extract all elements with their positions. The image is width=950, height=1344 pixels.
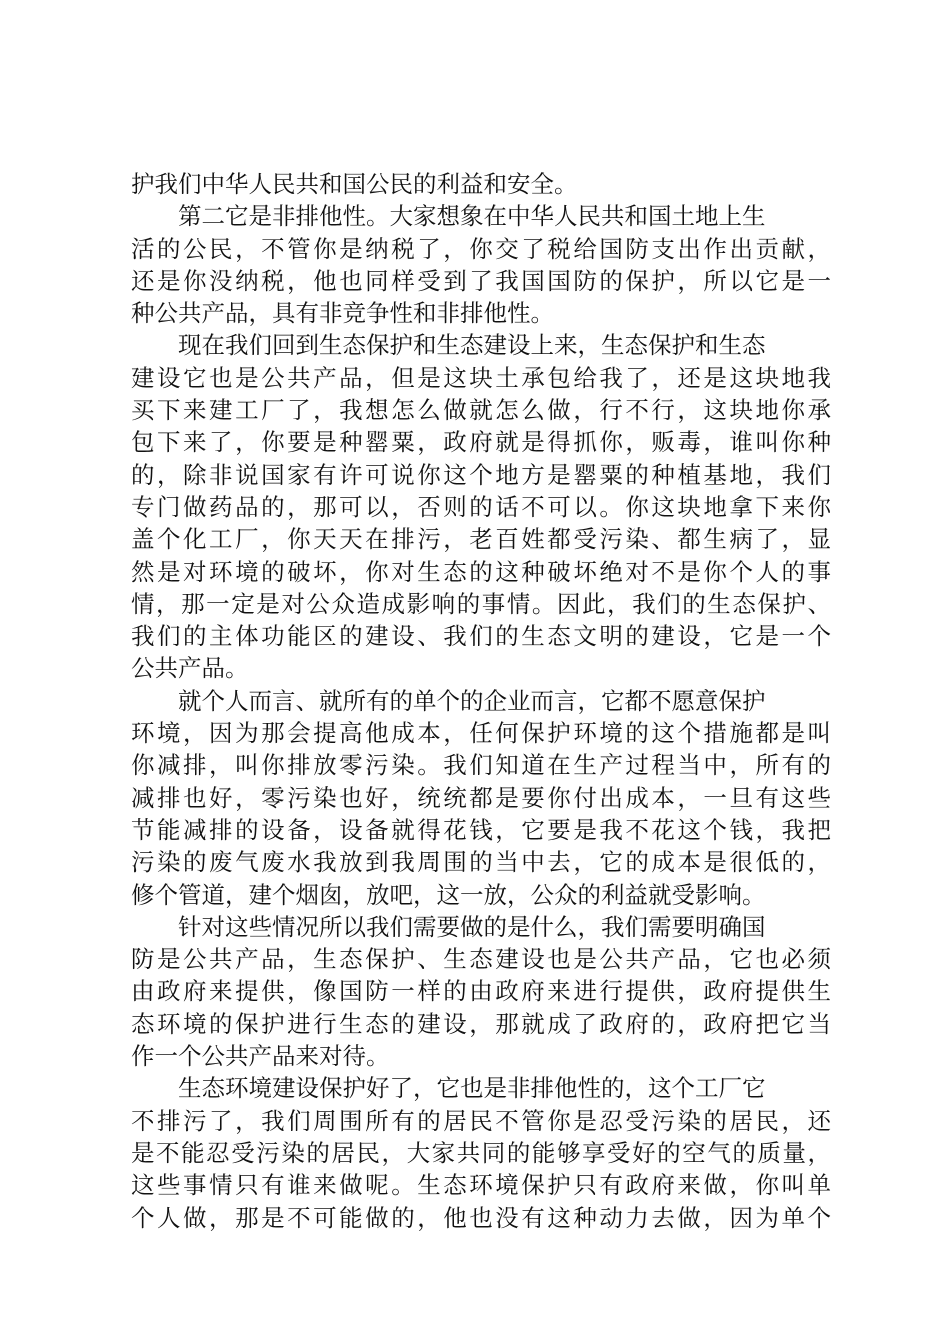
text-line: 护我们中华人民共和国公民的利益和安全。 bbox=[131, 170, 578, 198]
text-line: 个人做，那是不可能做的，他也没有这种动力去做，因为单个 bbox=[131, 1203, 831, 1232]
text-line: 修个管道，建个烟囱，放吧，这一放，公众的利益就受影响。 bbox=[131, 880, 766, 909]
text-line: 我们的主体功能区的建设、我们的生态文明的建设，它是一个 bbox=[131, 622, 831, 651]
text-line: 还是你没纳税，他也同样受到了我国国防的保护，所以它是一 bbox=[131, 266, 831, 295]
text-line: 这些事情只有谁来做呢。生态环境保护只有政府来做，你叫单 bbox=[131, 1171, 831, 1200]
text-line: 防是公共产品，生态保护、生态建设也是公共产品，它也必须 bbox=[131, 945, 831, 974]
text-line: 公共产品。 bbox=[131, 654, 249, 683]
text-line: 然是对环境的破坏，你对生态的这种破坏绝对不是你个人的事 bbox=[131, 557, 831, 586]
text-line: 不排污了，我们周围所有的居民不管你是忍受污染的居民，还 bbox=[131, 1106, 831, 1135]
text-line: 活的公民，不管你是纳税了，你交了税给国防支出作出贡献， bbox=[131, 234, 831, 263]
text-line: 针对这些情况所以我们需要做的是什么，我们需要明确国 bbox=[178, 912, 766, 941]
text-line: 盖个化工厂，你天天在排污，老百姓都受污染、都生病了，显 bbox=[131, 525, 831, 554]
text-line: 你减排，叫你排放零污染。我们知道在生产过程当中，所有的 bbox=[131, 751, 831, 780]
text-line: 情，那一定是对公众造成影响的事情。因此，我们的生态保护、 bbox=[131, 589, 831, 618]
text-line: 买下来建工厂了，我想怎么做就怎么做，行不行，这块地你承 bbox=[131, 396, 831, 425]
text-line: 专门做药品的，那可以，否则的话不可以。你这块地拿下来你 bbox=[131, 492, 831, 521]
text-line: 现在我们回到生态保护和生态建设上来，生态保护和生态 bbox=[178, 331, 766, 360]
text-line: 第二它是非排他性。大家想象在中华人民共和国土地上生 bbox=[178, 202, 766, 231]
text-line: 由政府来提供，像国防一样的由政府来进行提供，政府提供生 bbox=[131, 977, 831, 1006]
text-line: 减排也好，零污染也好，统统都是要你付出成本，一旦有这些 bbox=[131, 783, 831, 812]
text-line: 生态环境建设保护好了，它也是非排他性的，这个工厂它 bbox=[178, 1074, 766, 1103]
text-line: 建设它也是公共产品，但是这块土承包给我了，还是这块地我 bbox=[131, 363, 831, 392]
text-line: 是不能忍受污染的居民，大家共同的能够享受好的空气的质量， bbox=[131, 1138, 831, 1167]
text-line: 就个人而言、就所有的单个的企业而言，它都不愿意保护 bbox=[178, 686, 766, 715]
text-line: 作一个公共产品来对待。 bbox=[131, 1042, 390, 1071]
body-text bbox=[131, 168, 831, 1234]
text-line: 环境，因为那会提高他成本，任何保护环境的这个措施都是叫 bbox=[131, 719, 831, 748]
text-line: 的，除非说国家有许可说你这个地方是罂粟的种植基地，我们 bbox=[131, 460, 831, 489]
text-line: 种公共产品，具有非竞争性和非排他性。 bbox=[131, 299, 554, 328]
text-line: 态环境的保护进行生态的建设，那就成了政府的，政府把它当 bbox=[131, 1009, 831, 1038]
text-line: 包下来了，你要是种罂粟，政府就是得抓你，贩毒，谁叫你种 bbox=[131, 428, 831, 457]
text-line: 节能减排的设备，设备就得花钱，它要是我不花这个钱，我把 bbox=[131, 815, 831, 844]
text-line: 污染的废气废水我放到我周围的当中去，它的成本是很低的， bbox=[131, 848, 831, 877]
